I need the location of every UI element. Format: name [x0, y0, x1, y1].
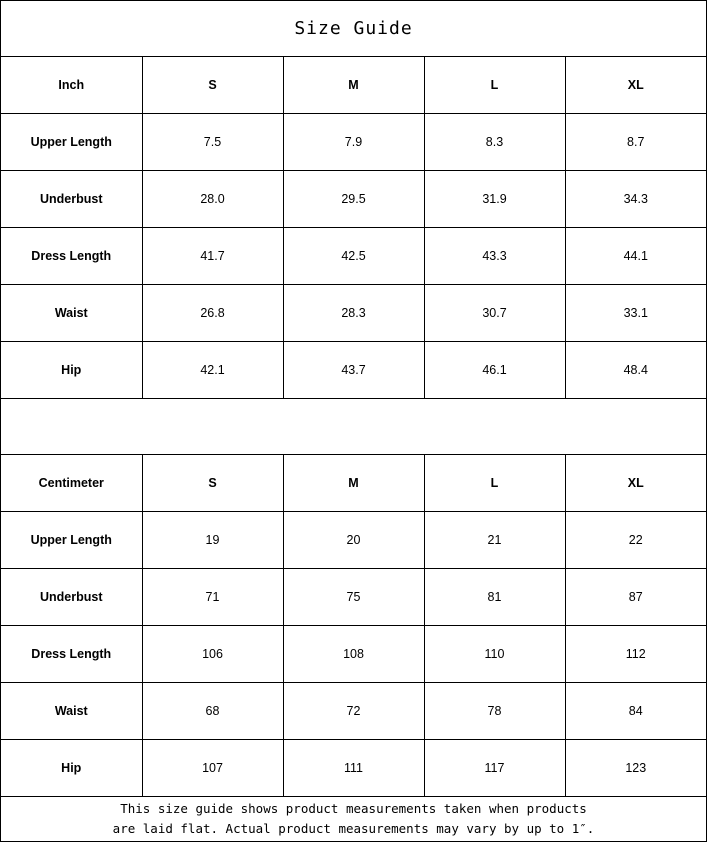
unit-header-inch: Inch	[1, 57, 142, 114]
size-header-xl: XL	[565, 57, 706, 114]
cell-value: 78	[424, 683, 565, 740]
row-label: Waist	[1, 285, 142, 342]
inch-size-table	[1, 57, 706, 399]
page-title: Size Guide	[1, 1, 706, 57]
table-row	[1, 740, 706, 797]
cell-value: 28.3	[283, 285, 424, 342]
cell-value: 33.1	[565, 285, 706, 342]
footer-line-1: This size guide shows product measurements taken when products	[120, 801, 587, 816]
row-label: Hip	[1, 740, 142, 797]
cell-value: 7.9	[283, 114, 424, 171]
cell-value: 31.9	[424, 171, 565, 228]
size-header-xl: XL	[565, 455, 706, 512]
cell-value: 42.5	[283, 228, 424, 285]
cell-value: 107	[142, 740, 283, 797]
table-row	[1, 114, 706, 171]
cell-value: 117	[424, 740, 565, 797]
row-label: Upper Length	[1, 512, 142, 569]
cell-value: 75	[283, 569, 424, 626]
cell-value: 71	[142, 569, 283, 626]
row-label: Hip	[1, 342, 142, 399]
cell-value: 43.3	[424, 228, 565, 285]
cell-value: 84	[565, 683, 706, 740]
table-header-row	[1, 455, 706, 512]
size-header-s: S	[142, 455, 283, 512]
cell-value: 8.3	[424, 114, 565, 171]
size-header-s: S	[142, 57, 283, 114]
cell-value: 20	[283, 512, 424, 569]
cell-value: 41.7	[142, 228, 283, 285]
size-header-m: M	[283, 455, 424, 512]
unit-header-centimeter: Centimeter	[1, 455, 142, 512]
cell-value: 44.1	[565, 228, 706, 285]
row-label: Upper Length	[1, 114, 142, 171]
cell-value: 8.7	[565, 114, 706, 171]
row-label: Underbust	[1, 569, 142, 626]
cell-value: 19	[142, 512, 283, 569]
table-row	[1, 342, 706, 399]
cell-value: 21	[424, 512, 565, 569]
table-row	[1, 569, 706, 626]
cell-value: 48.4	[565, 342, 706, 399]
cell-value: 30.7	[424, 285, 565, 342]
cell-value: 22	[565, 512, 706, 569]
cell-value: 110	[424, 626, 565, 683]
cell-value: 26.8	[142, 285, 283, 342]
cell-value: 108	[283, 626, 424, 683]
cell-value: 28.0	[142, 171, 283, 228]
size-header-l: L	[424, 455, 565, 512]
footer-line-2: are laid flat. Actual product measurements may vary by up to 1″.	[112, 821, 595, 836]
size-header-m: M	[283, 57, 424, 114]
table-separator	[1, 399, 706, 455]
cell-value: 46.1	[424, 342, 565, 399]
table-row	[1, 171, 706, 228]
row-label: Dress Length	[1, 228, 142, 285]
table-row	[1, 285, 706, 342]
cell-value: 34.3	[565, 171, 706, 228]
cell-value: 43.7	[283, 342, 424, 399]
cell-value: 72	[283, 683, 424, 740]
cell-value: 123	[565, 740, 706, 797]
cell-value: 68	[142, 683, 283, 740]
cell-value: 81	[424, 569, 565, 626]
centimeter-size-table	[1, 455, 706, 797]
cell-value: 7.5	[142, 114, 283, 171]
table-row	[1, 228, 706, 285]
size-header-l: L	[424, 57, 565, 114]
cell-value: 42.1	[142, 342, 283, 399]
cell-value: 29.5	[283, 171, 424, 228]
table-header-row	[1, 57, 706, 114]
cell-value: 111	[283, 740, 424, 797]
cell-value: 106	[142, 626, 283, 683]
table-row	[1, 626, 706, 683]
table-row	[1, 512, 706, 569]
cell-value: 112	[565, 626, 706, 683]
cell-value: 87	[565, 569, 706, 626]
row-label: Waist	[1, 683, 142, 740]
footer-note	[1, 797, 706, 841]
row-label: Underbust	[1, 171, 142, 228]
row-label: Dress Length	[1, 626, 142, 683]
table-row	[1, 683, 706, 740]
